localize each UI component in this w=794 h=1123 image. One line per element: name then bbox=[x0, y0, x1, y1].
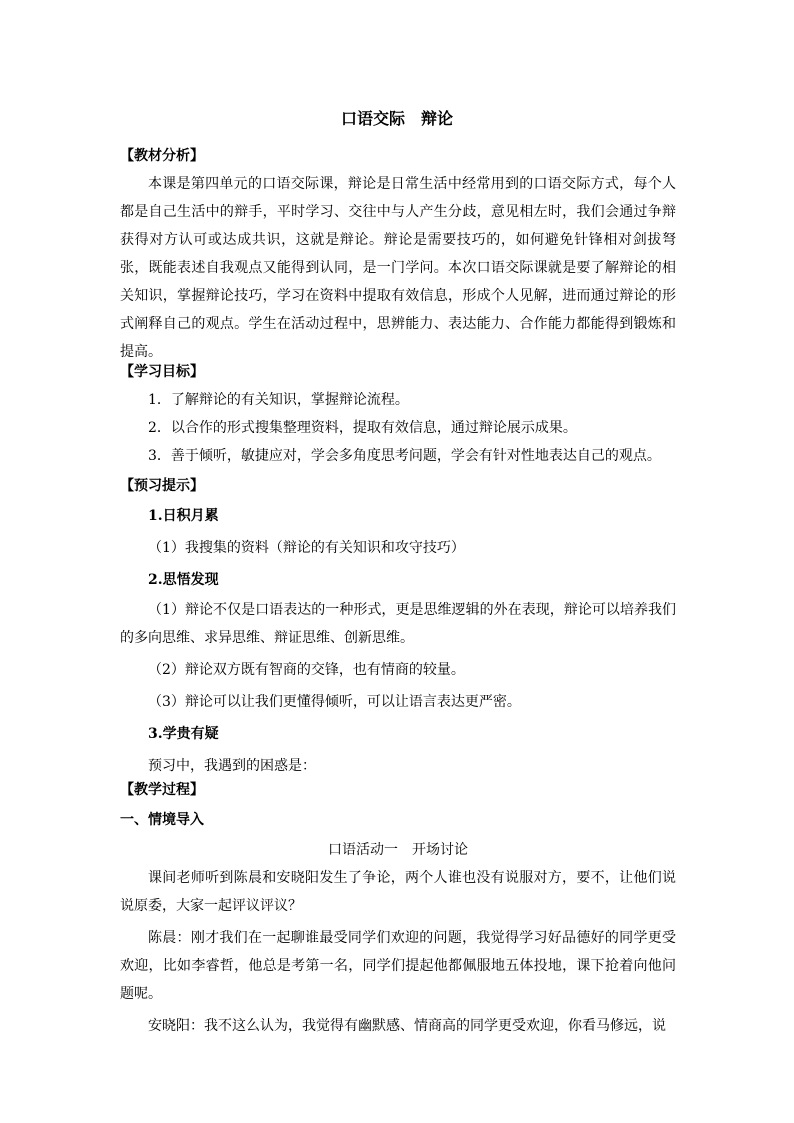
section-heading-textbook-analysis: 【教材分析】 bbox=[120, 148, 204, 164]
learning-goal-item: 1．了解辩论的有关知识，掌握辩论流程。 bbox=[148, 392, 409, 408]
document-title: 口语交际 辩论 bbox=[340, 109, 453, 128]
subheading-learning-doubts: 3.学贵有疑 bbox=[148, 726, 219, 742]
section-heading-teaching-process: 【教学过程】 bbox=[120, 782, 204, 798]
learning-goal-item: 2．以合作的形式搜集整理资料，提取有效信息，通过辩论展示成果。 bbox=[148, 420, 577, 436]
section-preview-tips bbox=[120, 472, 676, 780]
subheading-daily-accumulation: 1.日积月累 bbox=[148, 508, 219, 524]
section-teaching-process bbox=[120, 776, 676, 1040]
teaching-paragraph: 陈晨：刚才我们在一起聊谁最受同学们欢迎的问题，我觉得学习好品德好的同学更受欢迎，比如李睿哲，他总是考第一名，同学们提起他都佩服地五体投地，课下抢着向他问题呢。 bbox=[120, 930, 676, 1002]
thinking-discovery-item: （2）辩论双方既有智商的交锋，也有情商的较量。 bbox=[148, 662, 465, 678]
teaching-paragraph: 安晓阳：我不这么认为，我觉得有幽默感、情商高的同学更受欢迎，你看马修远，说 bbox=[148, 1018, 666, 1034]
learning-goal-item: 3．善于倾听，敏捷应对，学会多角度思考问题，学会有针对性地表达自己的观点。 bbox=[148, 448, 661, 464]
thinking-discovery-item: （3）辩论可以让我们更懂得倾听，可以让语言表达更严密。 bbox=[148, 694, 521, 710]
thinking-discovery-item: （1）辩论不仅是口语表达的一种形式，更是思维逻辑的外在表现，辩论可以培养我们的多向思维、求异思维、辩证思维、创新思维。 bbox=[120, 602, 676, 646]
activity-title: 口语活动一 开场讨论 bbox=[328, 842, 468, 858]
teaching-paragraph: 课间老师听到陈晨和安晓阳发生了争论，两个人谁也没有说服对方，要不，让他们说说原委，大家一起评议评议？ bbox=[120, 870, 676, 914]
section-learning-goals bbox=[120, 358, 676, 470]
part-heading-scenario-intro: 一、情境导入 bbox=[120, 812, 204, 828]
section-heading-preview-tips: 【预习提示】 bbox=[120, 478, 204, 494]
section-heading-learning-goals: 【学习目标】 bbox=[120, 364, 204, 380]
learning-doubts-item: 预习中，我遇到的困惑是： bbox=[148, 758, 316, 774]
textbook-analysis-paragraph: 本课是第四单元的口语交际课，辩论是日常生活中经常用到的口语交际方式，每个人都是自己生活中的辩手，平时学习、交往中与人产生分歧，意见相左时，我们会通过争辩获得对方认可或达成共识，这就是辩论。辩论是需要技巧的，如何避免针锋相对剑拔弩张，既能表述自我观点又能得到认同，是一门学问。本次口语交际课就是要了解辩论的相关知识，掌握辩论技巧，学习在资料中提取有效信息，形成个人见解，进而通过辩论的形式阐释自己的观点。学生在活动过程中，思辨能力、表达能力、合作能力都能得到锻炼和提高。 bbox=[120, 176, 676, 360]
section-textbook-analysis bbox=[120, 142, 676, 366]
subheading-thinking-discovery: 2.思悟发现 bbox=[148, 572, 219, 588]
daily-accumulation-item: （1）我搜集的资料（辩论的有关知识和攻守技巧） bbox=[148, 540, 465, 556]
